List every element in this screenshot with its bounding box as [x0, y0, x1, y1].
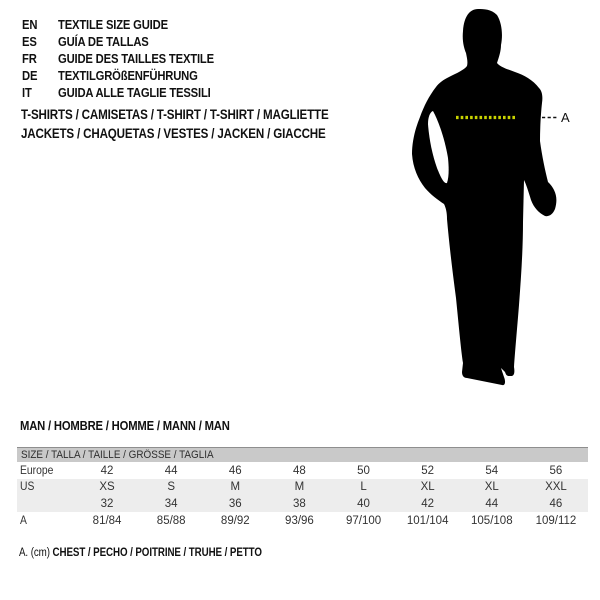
language-row-de [22, 67, 231, 84]
table-row-chest-a [17, 512, 588, 529]
language-row-fr [22, 50, 231, 67]
size-cell: 38 [293, 497, 306, 510]
category-jackets: JACKETS / CHAQUETAS / VESTES / JACKEN / GIACCHE [21, 126, 326, 141]
size-cell: 44 [164, 464, 178, 477]
language-label: GUÍA DE TALLAS [58, 34, 149, 49]
category-lines [21, 107, 379, 145]
size-cell: M [294, 481, 305, 493]
size-cell: 54 [485, 464, 499, 477]
language-code: IT [22, 85, 32, 100]
footnote-prefix: A. (cm) [19, 547, 50, 559]
language-label: TEXTILE SIZE GUIDE [58, 17, 168, 32]
size-cell: 81/84 [92, 514, 122, 527]
size-cell: 89/92 [220, 514, 250, 527]
size-cell: 101/104 [406, 514, 449, 527]
row-label: US [20, 481, 35, 493]
language-list [22, 16, 231, 101]
size-cell: XXL [545, 481, 567, 493]
size-cell: S [167, 481, 176, 493]
size-cell: 50 [357, 464, 370, 477]
size-cell: XS [99, 481, 115, 493]
size-cell: 93/96 [285, 514, 314, 527]
size-table [17, 447, 588, 529]
row-label: Europe [20, 464, 54, 477]
table-row-europe [17, 462, 588, 479]
table-row-us [17, 479, 588, 495]
language-row-it [22, 84, 231, 101]
size-cell: 97/100 [345, 514, 382, 527]
size-cell: 48 [293, 464, 306, 477]
table-row-numeric [17, 495, 588, 512]
language-row-es [22, 33, 231, 50]
man-silhouette [412, 9, 556, 385]
size-cell: 44 [485, 497, 499, 510]
language-code: DE [22, 68, 38, 83]
size-cell: XL [484, 481, 499, 493]
row-label: A [20, 514, 27, 527]
size-cell: 46 [549, 497, 563, 510]
language-row-en [22, 16, 231, 33]
measure-label-a: A [561, 110, 570, 125]
language-label: GUIDE DES TAILLES TEXTILE [58, 51, 214, 66]
size-cell: 52 [421, 464, 435, 477]
size-cell: 40 [357, 497, 370, 510]
size-cell: 46 [228, 464, 242, 477]
size-cell: 85/88 [156, 514, 186, 527]
size-cell: 56 [549, 464, 563, 477]
language-code: ES [22, 34, 37, 49]
measurement-footnote [19, 547, 305, 559]
section-title-man: MAN / HOMBRE / HOMME / MANN / MAN [20, 419, 230, 433]
size-cell: 34 [164, 497, 178, 510]
size-cell: 42 [421, 497, 435, 510]
language-code: EN [22, 17, 38, 32]
category-tshirts: T-SHIRTS / CAMISETAS / T-SHIRT / T-SHIRT / MAGLIETTE [21, 107, 329, 122]
language-code: FR [22, 51, 37, 66]
size-cell: 109/112 [535, 514, 577, 527]
size-cell: XL [420, 481, 435, 493]
footnote-text: CHEST / PECHO / POITRINE / TRUHE / PETTO [52, 547, 262, 559]
size-cell: 42 [100, 464, 114, 477]
language-label: TEXTILGRÖßENFÜHRUNG [58, 68, 198, 83]
size-cell: M [230, 481, 241, 493]
size-cell: 36 [228, 497, 242, 510]
language-label: GUIDA ALLE TAGLIE TESSILI [58, 85, 211, 100]
size-table-header: SIZE / TALLA / TAILLE / GRÖSSE / TAGLIA [17, 447, 588, 462]
man-silhouette-figure [400, 0, 600, 400]
size-cell: 32 [100, 497, 114, 510]
size-cell: 105/108 [471, 514, 513, 527]
size-cell: L [360, 481, 367, 493]
